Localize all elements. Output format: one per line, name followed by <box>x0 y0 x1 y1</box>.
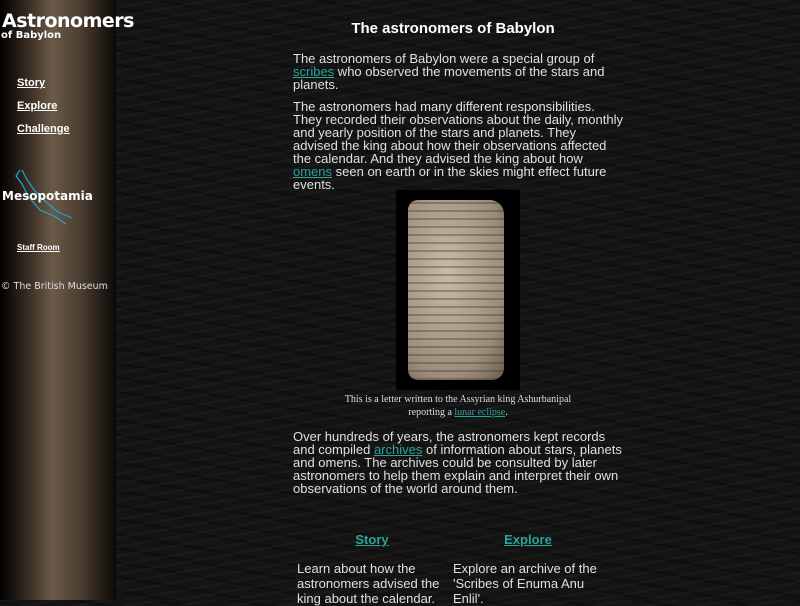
text: . <box>505 407 508 418</box>
text: The astronomers had many different responsibilities. They recorded their observations about the daily, monthly and yearly position of the stars and planets. They advised the king about how their observations affected the calendar. And they advised the king about how <box>293 99 623 166</box>
scribes-link[interactable]: scribes <box>293 64 335 79</box>
text: This is a letter written to the Assyrian king Ashurbanipal reporting a <box>344 394 572 418</box>
text: seen on earth or in the skies might effect future events. <box>293 164 607 192</box>
nav-story[interactable]: Story <box>17 77 46 89</box>
text: The astronomers of Babylon were a special group of <box>293 51 595 66</box>
lunar-eclipse-link[interactable]: lunar eclipse <box>454 407 506 418</box>
explore-section <box>453 532 603 606</box>
story-section <box>297 532 447 606</box>
staff-room-link[interactable]: Staff Room <box>17 243 60 252</box>
text: who observed the movements of the stars and planets. <box>293 64 605 92</box>
cuneiform-tablet-image <box>396 190 520 390</box>
text: of information about stars, planets and omens. The archives could be consulted by later astronomers to help them explain and interpret their own observations of the world around them. <box>293 442 622 496</box>
page-title: The astronomers of Babylon <box>351 20 555 37</box>
omens-link[interactable]: omens <box>293 164 333 179</box>
explore-link[interactable]: Explore <box>504 532 552 547</box>
story-description: Learn about how the astronomers advised the king about the calendar. <box>297 561 440 606</box>
image-caption <box>333 393 583 419</box>
explore-description: Explore an archive of the 'Scribes of Enuma Anu Enlil'. <box>453 561 597 606</box>
archives-link[interactable]: archives <box>373 442 423 457</box>
site-title: Astronomers <box>2 10 134 32</box>
intro-paragraph <box>293 52 623 91</box>
archives-paragraph <box>293 430 623 495</box>
nav-challenge[interactable]: Challenge <box>17 123 70 135</box>
text: Over hundreds of years, the astronomers kept records and compiled <box>293 429 606 457</box>
copyright: © The British Museum <box>1 281 108 292</box>
sidebar <box>0 0 134 600</box>
nav-explore[interactable]: Explore <box>17 100 58 112</box>
map-label[interactable]: Mesopotamia <box>2 189 93 203</box>
site-subtitle: of Babylon <box>1 30 62 41</box>
responsibilities-paragraph <box>293 100 623 191</box>
story-link[interactable]: Story <box>355 532 389 547</box>
